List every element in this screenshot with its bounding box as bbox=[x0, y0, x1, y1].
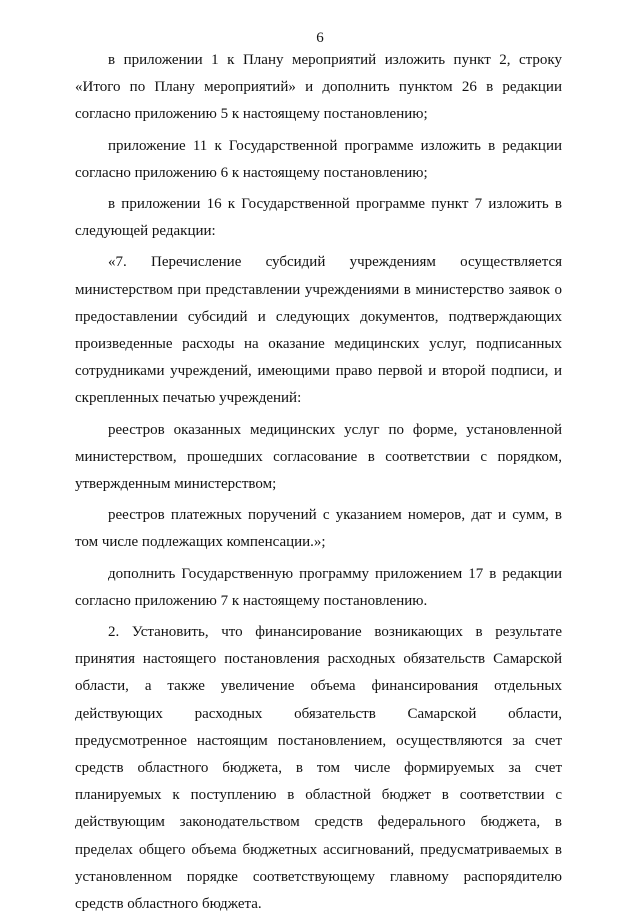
paragraph-appendix-17: дополнить Государственную программу приложением 17 в редакции согласно приложению 7 к настоящему постановлению. bbox=[75, 565, 562, 609]
paragraph-appendix-11: приложение 11 к Государственной программе изложить в редакции согласно приложению 6 к настоящему постановлению; bbox=[75, 137, 562, 181]
paragraph-item-7: «7. Перечисление субсидий учреждениям осуществляется министерством при представлении учреждениями в министерство заявок о предоставлении субсидий и следующих документов, подтверждающих произведенные расходы на оказание медицинских услуг, подписанных сотрудниками учреждений, имеющими право первой и второй подписи, и скрепленных печатью учреждений: bbox=[75, 254, 562, 407]
paragraph-registers-services: реестров оказанных медицинских услуг по форме, установленной министерством, прошедших согласование в соответствии с порядком, утвержденным министерством; bbox=[75, 421, 562, 493]
paragraph-appendix-16-intro: в приложении 16 к Государственной программе пункт 7 изложить в следующей редакции: bbox=[75, 196, 562, 240]
page-number: 6 bbox=[316, 30, 324, 46]
paragraph-registers-payments: реестров платежных поручений с указанием номеров, дат и сумм, в том числе подлежащих компенсации.»; bbox=[75, 507, 562, 551]
paragraph-appendix-1-plan: в приложении 1 к Плану мероприятий изложить пункт 2, строку «Итого по Плану мероприятий» и дополнить пунктом 26 в редакции согласно приложению 5 к настоящему постановлению; bbox=[75, 52, 562, 123]
document-body bbox=[75, 47, 562, 922]
paragraph-section-2-financing: 2. Установить, что финансирование возникающих в результате принятия настоящего постановления расходных обязательств Самарской области, а также увеличение объема финансирования отдельных действующих расходных обязательств Самарской области, предусмотренное настоящим постановлением, осуществляются за счет средств областного бюджета, в том числе формируемых за счет планируемых к поступлению в областной бюджет в соответствии с действующим законодательством средств федерального бюджета, в пределах общего объема бюджетных ассигнований, предусматриваемых в установленном порядке соответствующему главному распорядителю средств областного бюджета. bbox=[75, 624, 562, 913]
